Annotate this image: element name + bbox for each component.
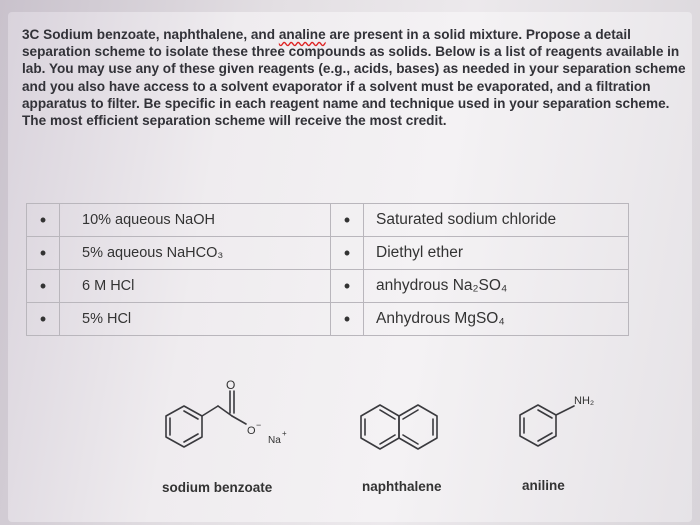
bullet: •	[331, 270, 364, 303]
bullet: •	[27, 204, 60, 237]
aniline-label: aniline	[522, 478, 565, 493]
chemical-structures	[0, 360, 700, 525]
bullet: •	[27, 237, 60, 270]
reagent-row	[27, 204, 629, 237]
naphthalene-label: naphthalene	[362, 479, 442, 494]
aniline-structure	[520, 395, 594, 446]
reagent-cell: Diethyl ether	[364, 237, 629, 270]
naphthalene-structure	[361, 405, 437, 449]
reagent-table	[26, 203, 629, 336]
bullet: •	[27, 270, 60, 303]
reagent-row	[27, 303, 629, 336]
question-text-start: Sodium benzoate, naphthalene, and	[43, 27, 279, 42]
carbonyl-oxygen: O	[226, 378, 236, 392]
reagent-cell: anhydrous Na₂SO₄	[364, 270, 629, 303]
naphthalene-ring-right	[399, 405, 437, 449]
reagent-cell: 5% aqueous NaHCO₃	[60, 237, 331, 270]
question-text	[22, 26, 694, 129]
sodium-benzoate-structure	[166, 378, 287, 447]
bullet: •	[331, 237, 364, 270]
anion-charge: −	[256, 420, 262, 430]
bullet: •	[331, 204, 364, 237]
sodium-benzoate-label: sodium benzoate	[162, 480, 273, 495]
reagent-cell: 5% HCl	[60, 303, 331, 336]
reagent-cell: Anhydrous MgSO₄	[364, 303, 629, 336]
reagent-row	[27, 270, 629, 303]
reagent-cell: Saturated sodium chloride	[364, 204, 629, 237]
cation-charge: +	[282, 429, 287, 438]
anion-oxygen: O	[247, 425, 256, 437]
question-label: 3C	[22, 27, 40, 42]
aniline-ring	[520, 405, 556, 446]
bullet: •	[27, 303, 60, 336]
reagent-row	[27, 237, 629, 270]
naphthalene-ring-left	[361, 405, 399, 449]
bullet: •	[331, 303, 364, 336]
reagent-cell: 6 M HCl	[60, 270, 331, 303]
misspelled-word: analine	[278, 27, 326, 42]
amine-group: NH₂	[574, 395, 595, 407]
question-text-rest: are present in a solid mixture. Propose a detail separation scheme to isolate these three compounds as solids. Below is a list of reagents available in lab. You may use any of these given reagents (e.g., acids, bases) as needed in your separation scheme and you also have access to a solvent evaporator if a solvent must be evaporated, and a filtration apparatus to filter. Be specific in each reagent name and technique used in your separation scheme. The most efficient separation scheme will receive the most credit.	[22, 27, 686, 129]
sodium-cation: Na	[268, 435, 281, 446]
reagent-cell: 10% aqueous NaOH	[60, 204, 331, 237]
benzene-ring	[166, 406, 202, 447]
